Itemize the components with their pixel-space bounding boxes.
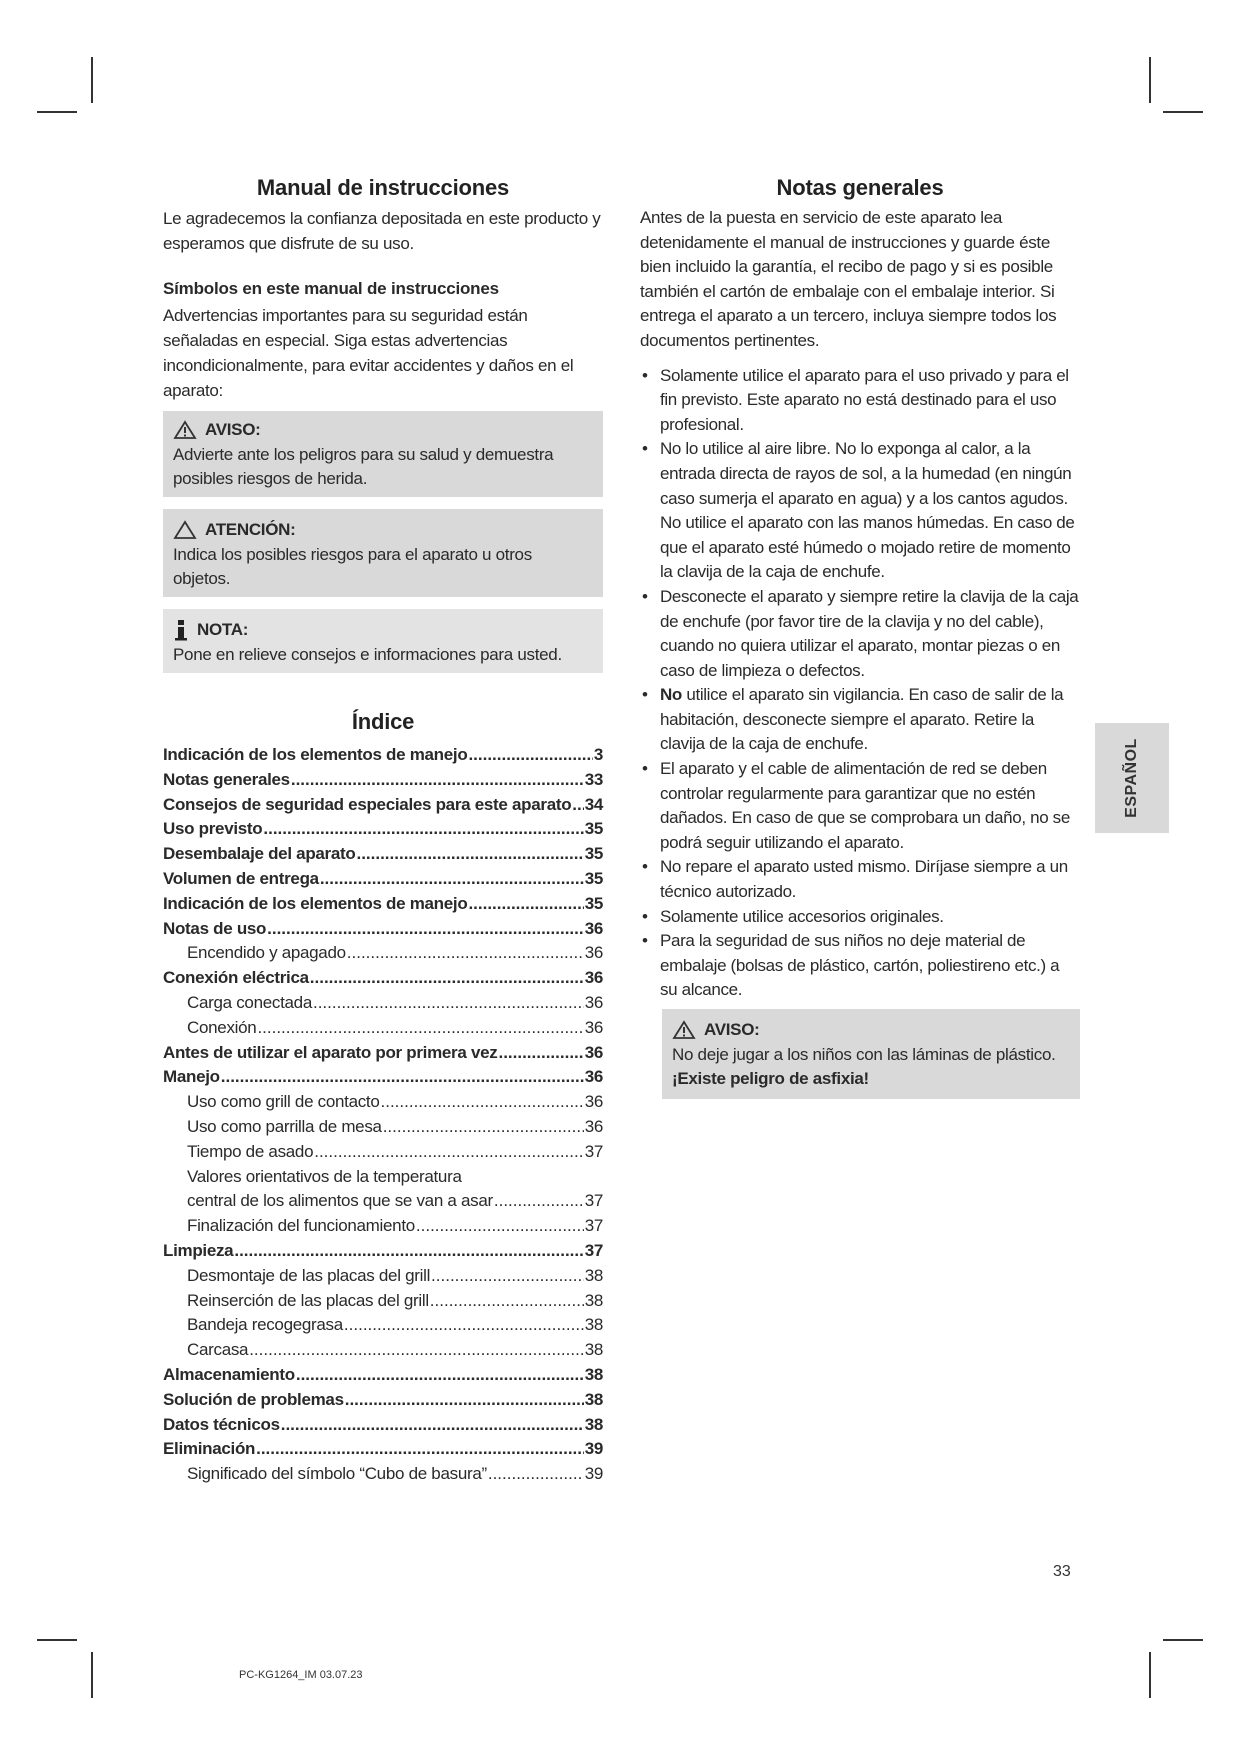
toc-entry [163,768,603,793]
toc-entry [163,1388,603,1413]
toc-leader [494,1189,584,1214]
toc-entry [163,1363,603,1388]
bullet-text: Desconecte el aparato y siempre retire la clavija de la caja de enchufe (por favor tire de la clavija y no del cable), cuando no quiera utilizar el aparato, montar piezas o en caso de limpieza o defectos. [660,586,1079,680]
warning-label: AVISO: [205,420,261,439]
toc-entry [163,1413,603,1438]
manual-title: Manual de instrucciones [256,175,510,200]
toc-label: Antes de utilizar el aparato por primera vez [163,1042,498,1062]
toc-entry [163,1462,603,1487]
crop-mark [37,1639,77,1641]
toc-label: Notas generales [163,769,290,789]
bullet-text: utilice el aparato sin vigilancia. En caso de salir de la habitación, desconecte siempre el aparato. Retire la clavija de la caja de enchufe. [660,685,1064,754]
general-notes-title: Notas generales [776,175,944,200]
warning-text: No deje jugar a los niños con las láminas de plástico. [672,1045,1056,1064]
toc-label: Desembalaje del aparato [163,844,356,864]
toc-entry [163,743,603,768]
toc-page-number: 35 [584,893,603,913]
toc-leader [468,892,583,917]
toc-label: Significado del símbolo “Cubo de basura” [187,1464,487,1484]
symbols-text: Advertencias importantes para su seguridad están señaladas en especial. Siga estas advertencias incondicionalmente, para evitar accidentes y daños en el aparato: [163,306,574,400]
toc-entry [163,1289,603,1314]
toc-label: Indicación de los elementos de manejo [163,893,468,913]
toc-leader [257,1016,583,1041]
toc-page-number: 36 [584,968,603,988]
toc-leader [296,1363,584,1388]
toc-leader [381,1090,584,1115]
toc-page-number: 39 [584,1464,603,1484]
warning-text: Advierte ante los peligros para su salud y demuestra posibles riesgos de herida. [173,445,554,488]
toc-leader [572,793,583,818]
caution-triangle-icon [173,520,197,540]
toc-entry [163,1313,603,1338]
toc-label: Desmontaje de las placas del grill [187,1265,431,1285]
toc-entry [163,1239,603,1264]
toc-entry [163,991,603,1016]
table-of-contents [163,743,603,1487]
toc-page-number: 36 [584,1116,603,1136]
toc-entry [163,1140,603,1165]
bullet-text: Para la seguridad de sus niños no deje material de embalaje (bolsas de plástico, cartón, poliestireno etc.) a su alcance. [660,931,1060,1000]
toc-entry [163,892,603,917]
toc-leader [356,842,583,867]
toc-page-number: 36 [584,1042,603,1062]
toc-entry [163,1264,603,1289]
warning-triangle-icon [173,420,197,440]
bullet-text: Solamente utilice el aparato para el uso privado y para el fin previsto. Este aparato no está destinado para el uso profesional. [660,365,1069,434]
toc-page-number: 34 [584,794,603,814]
toc-label: Limpieza [163,1240,234,1260]
toc-entry [163,793,603,818]
safety-bullet [640,757,1080,855]
bullet-text: No lo utilice al aire libre. No lo exponga al calor, a la entrada directa de rayos de sol, a la humedad (en ningún caso sumerja el aparato en agua) y a los cantos agudos. No utilice el aparato con las manos húmedas. En caso de que el aparato esté húmedo o mojado retire de momento la clavija de la caja de enchufe. [660,439,1075,582]
warning-triangle-icon [672,1020,696,1040]
toc-label: Carga conectada [187,992,312,1012]
toc-entry [163,842,603,867]
toc-leader [468,743,592,768]
warning-box-children [662,1009,1080,1099]
language-tab [1095,723,1169,833]
toc-page-number: 33 [584,769,603,789]
toc-page-number: 35 [584,868,603,888]
toc-entry [163,1065,603,1090]
left-column [163,175,603,1487]
toc-page-number: 37 [584,1216,603,1236]
toc-entry [163,817,603,842]
symbols-heading: Símbolos en este manual de instrucciones [163,279,499,298]
bullet-text: El aparato y el cable de alimentación de red se deben controlar regularmente para garantizar que no estén dañados. En caso de que se comprobara un daño, no se podrá seguir utilizando el aparato. [660,759,1070,852]
toc-entry [163,1437,603,1462]
toc-leader [267,917,584,942]
toc-label: Indicación de los elementos de manejo [163,745,468,764]
toc-page-number: 35 [584,844,603,864]
crop-mark [1163,111,1203,113]
caution-text: Indica los posibles riesgos para el aparato u otros objetos. [173,545,532,588]
safety-bullet [640,585,1080,683]
safety-list [640,364,1080,1003]
note-label: NOTA: [197,620,249,639]
toc-entry [163,1338,603,1363]
toc-page-number: 38 [584,1389,603,1409]
warning-label: AVISO: [704,1020,760,1039]
toc-label: Almacenamiento [163,1364,295,1384]
toc-label: Uso previsto [163,819,263,839]
toc-page-number: 36 [584,943,603,963]
caution-label: ATENCIÓN: [205,520,296,539]
warning-emphasis: ¡Existe peligro de asfixia! [672,1069,869,1088]
toc-label: Valores orientativos de la temperatura [187,1166,462,1186]
toc-page-number: 36 [584,1017,603,1037]
toc-leader [320,867,584,892]
toc-leader [383,1115,584,1140]
toc-page-number: 38 [584,1340,603,1360]
toc-label: Carcasa [187,1340,249,1360]
toc-entry [163,1214,603,1239]
toc-leader [345,1388,584,1413]
bullet-emphasis: No [660,685,682,705]
toc-leader [310,966,584,991]
toc-entry [163,1115,603,1140]
toc-entry [163,966,603,991]
toc-entry [163,1189,603,1214]
toc-page-number: 38 [584,1414,603,1434]
right-column [640,175,1080,1111]
crop-mark [91,57,93,103]
language-label: ESPAÑOL [1123,738,1140,818]
toc-label: Conexión eléctrica [163,968,309,988]
page-number: 33 [1053,1563,1071,1580]
toc-entry [163,1090,603,1115]
crop-mark [1149,57,1151,103]
toc-leader [431,1264,584,1289]
toc-label: Consejos de seguridad especiales para este aparato [163,794,572,814]
toc-page-number: 37 [584,1141,603,1161]
toc-page-number: 38 [584,1265,603,1285]
toc-label: Tiempo de asado [187,1141,314,1161]
toc-leader [263,817,583,842]
toc-leader [281,1413,584,1438]
toc-label: Conexión [187,1017,257,1037]
toc-label: Finalización del funcionamiento [187,1216,415,1236]
crop-mark [91,1652,93,1698]
toc-label: Datos técnicos [163,1414,280,1434]
toc-label: Volumen de entrega [163,868,319,888]
toc-page-number: 38 [584,1290,603,1310]
toc-leader [256,1437,584,1462]
index-title: Índice [351,709,415,734]
safety-bullet [640,855,1080,904]
note-box [163,609,603,673]
toc-leader [416,1214,584,1239]
toc-page-number: 36 [584,992,603,1012]
toc-entry [163,1016,603,1041]
toc-entry [163,867,603,892]
toc-leader [488,1462,584,1487]
toc-label: Manejo [163,1067,220,1087]
crop-mark [1149,1652,1151,1698]
toc-page-number: 37 [584,1240,603,1260]
toc-label: Encendido y apagado [187,943,346,963]
caution-box [163,509,603,597]
toc-leader [313,991,584,1016]
safety-bullet [640,683,1080,757]
crop-mark [1163,1639,1203,1641]
toc-label: Solución de problemas [163,1389,344,1409]
toc-page-number: 36 [584,1067,603,1087]
footer-code: PC-KG1264_IM 03.07.23 [239,1669,363,1681]
info-icon [173,619,189,641]
toc-entry [163,1041,603,1066]
toc-leader [498,1041,583,1066]
toc-leader [430,1289,584,1314]
intro-text: Le agradecemos la confianza depositada en este producto y esperamos que disfrute de su uso. [163,209,601,253]
toc-page-number: 36 [584,918,603,938]
toc-label: Eliminación [163,1439,256,1459]
toc-page-number: 36 [584,1092,603,1112]
note-text: Pone en relieve consejos e informaciones para usted. [173,645,562,664]
general-notes-intro: Antes de la puesta en servicio de este aparato lea detenidamente el manual de instrucciones y guarde éste bien incluido la garantía, el recibo de pago y si es posible también el cartón de embalaje con el embalaje interior. Si entrega el aparato a un tercero, incluya siempre todos los documentos pertinentes. [640,208,1057,350]
toc-page-number: 3 [593,745,603,764]
bullet-text: Solamente utilice accesorios originales. [660,906,944,926]
bullet-text: No repare el aparato usted mismo. Diríjase siempre a un técnico autorizado. [660,857,1068,902]
toc-page-number: 38 [584,1364,603,1384]
toc-page-number: 35 [584,819,603,839]
toc-leader [221,1065,584,1090]
safety-bullet [640,905,1080,930]
toc-leader [249,1338,583,1363]
toc-leader [347,941,584,966]
toc-page-number: 38 [584,1315,603,1335]
toc-leader [291,768,584,793]
toc-leader [314,1140,583,1165]
toc-page-number: 37 [584,1191,603,1211]
safety-bullet [640,929,1080,1003]
toc-leader [234,1239,583,1264]
toc-label: Reinserción de las placas del grill [187,1290,429,1310]
toc-label: central de los alimentos que se van a asar [187,1191,493,1211]
toc-label: Notas de uso [163,918,267,938]
toc-label: Uso como grill de contacto [187,1092,380,1112]
toc-label: Uso como parrilla de mesa [187,1116,382,1136]
toc-label: Bandeja recogegrasa [187,1315,343,1335]
toc-leader [344,1313,584,1338]
toc-entry [163,917,603,942]
toc-entry [163,941,603,966]
safety-bullet [640,437,1080,585]
toc-entry [163,1165,603,1190]
safety-bullet [640,364,1080,438]
crop-mark [37,111,77,113]
warning-box [163,411,603,497]
toc-page-number: 39 [584,1439,603,1459]
